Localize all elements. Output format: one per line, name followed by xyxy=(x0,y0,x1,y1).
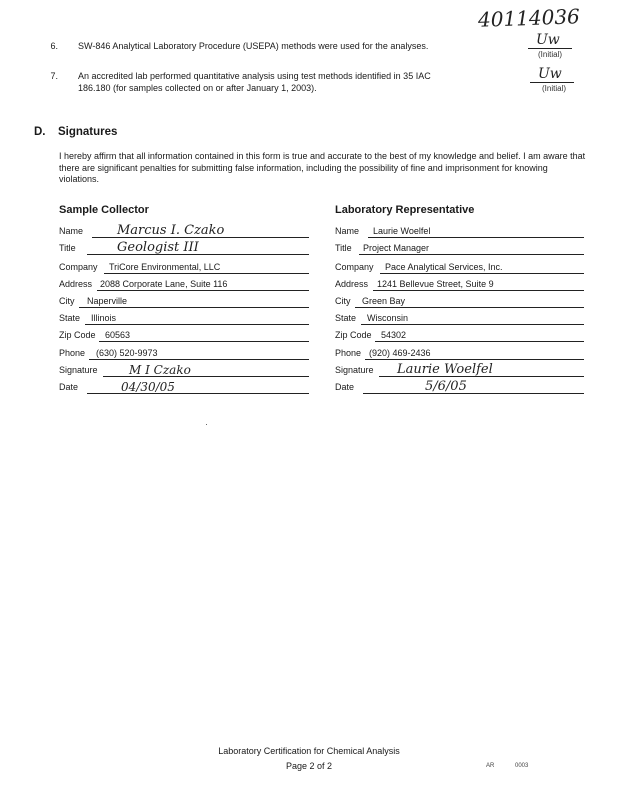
collector-state-row xyxy=(59,309,309,325)
collector-company-row xyxy=(59,258,309,274)
item-6-initial-label: (Initial) xyxy=(538,50,563,59)
lab-city-value: Green Bay xyxy=(362,296,406,306)
lab-heading: Laboratory Representative xyxy=(335,204,475,216)
lab-name-value: Laurie Woelfel xyxy=(373,226,431,236)
collector-company-line xyxy=(104,273,309,274)
collector-company-label: Company xyxy=(59,262,98,272)
collector-state-label: State xyxy=(59,313,81,323)
lab-phone-label: Phone xyxy=(335,348,362,358)
scan-speck xyxy=(206,424,207,425)
collector-address-row xyxy=(59,275,309,291)
lab-title-label: Title xyxy=(335,243,352,253)
collector-signature-label: Signature xyxy=(59,365,98,375)
lab-city-row xyxy=(335,292,584,308)
footer-page: Page 2 of 2 xyxy=(285,761,333,771)
lab-address-row xyxy=(335,275,584,291)
item-6-text: SW-846 Analytical Laboratory Procedure (USEPA) methods were used for the analyses. xyxy=(78,41,429,51)
footer-title: Laboratory Certification for Chemical Analysis xyxy=(218,746,400,756)
collector-city-label: City xyxy=(59,296,75,306)
collector-title-row xyxy=(59,239,309,255)
lab-city-line xyxy=(355,307,584,308)
collector-state-line xyxy=(85,324,309,325)
lab-state-row xyxy=(335,309,584,325)
collector-name-label: Name xyxy=(59,226,84,236)
collector-phone-value: (630) 520-9973 xyxy=(96,348,158,358)
collector-zip-row xyxy=(59,326,309,342)
item-6-number: 6. xyxy=(50,41,58,51)
collector-name-value: Marcus I. Czako xyxy=(117,223,225,238)
lab-zip-row xyxy=(335,326,584,342)
lab-date-label: Date xyxy=(335,382,355,392)
collector-address-label: Address xyxy=(59,279,93,289)
item-7-number: 7. xyxy=(50,71,58,81)
lab-signature-label: Signature xyxy=(335,365,374,375)
lab-date-value: 5/6/05 xyxy=(425,379,467,394)
lab-phone-line xyxy=(365,359,584,360)
section-heading xyxy=(34,126,117,138)
lab-address-label: Address xyxy=(335,279,369,289)
document-number: 40114036 xyxy=(477,4,581,32)
lab-state-line xyxy=(361,324,584,325)
collector-name-row xyxy=(59,222,309,238)
collector-date-value: 04/30/05 xyxy=(121,380,175,394)
lab-company-row xyxy=(335,258,584,274)
lab-company-label: Company xyxy=(335,262,374,272)
lab-city-label: City xyxy=(335,296,351,306)
lab-date-line xyxy=(363,393,584,394)
collector-signature-value: M I Czako xyxy=(129,363,191,377)
item-6-initial-line xyxy=(528,48,572,49)
item-7-initial-line xyxy=(530,82,574,83)
section-letter: D. xyxy=(34,126,46,138)
collector-title-value: Geologist III xyxy=(117,240,199,255)
collector-company-value: TriCore Environmental, LLC xyxy=(109,262,221,272)
collector-zip-line xyxy=(99,341,309,342)
collector-phone-label: Phone xyxy=(59,348,86,358)
collector-state-value: Illinois xyxy=(91,313,117,323)
item-7-text-line1: An accredited lab performed quantitative analysis using test methods identified in 35 IAC xyxy=(78,71,431,81)
collector-phone-line xyxy=(89,359,309,360)
lab-title-line xyxy=(359,254,584,255)
collector-title-label: Title xyxy=(59,243,76,253)
lab-signature-value: Laurie Woelfel xyxy=(397,362,493,377)
footer-corner-a: AR xyxy=(486,763,495,769)
lab-state-label: State xyxy=(335,313,357,323)
item-7-initials: Uw xyxy=(538,66,562,82)
item-7-text-line2: 186.180 (for samples collected on or after January 1, 2003). xyxy=(78,83,317,93)
lab-zip-label: Zip Code xyxy=(335,330,372,340)
lab-zip-value: 54302 xyxy=(381,330,407,340)
lab-company-value: Pace Analytical Services, Inc. xyxy=(385,262,503,272)
item-6-initials: Uw xyxy=(536,32,560,48)
lab-name-line xyxy=(368,237,584,238)
lab-state-value: Wisconsin xyxy=(367,313,409,323)
item-7-initial-label: (Initial) xyxy=(542,84,567,93)
collector-zip-value: 60563 xyxy=(105,330,131,340)
collector-signature-row xyxy=(59,361,309,377)
lab-signature-row xyxy=(335,361,584,377)
lab-phone-row xyxy=(335,344,584,360)
lab-address-value: 1241 Bellevue Street, Suite 9 xyxy=(377,279,494,289)
lab-date-row xyxy=(335,378,584,394)
collector-date-label: Date xyxy=(59,382,79,392)
collector-heading: Sample Collector xyxy=(59,204,149,216)
lab-address-line xyxy=(373,290,584,291)
section-title: Signatures xyxy=(58,126,118,138)
collector-city-value: Naperville xyxy=(87,296,128,306)
lab-zip-line xyxy=(375,341,584,342)
collector-city-row xyxy=(59,292,309,308)
lab-title-value: Project Manager xyxy=(363,243,430,253)
affirmation-paragraph: I hereby affirm that all information contained in this form is true and accurate to the best of my knowledge and belief. I am aware that there are significant penalties for submitting false information, including the possibility of fine and imprisonment for knowing violations. xyxy=(59,151,586,184)
collector-zip-label: Zip Code xyxy=(59,330,96,340)
lab-phone-value: (920) 469-2436 xyxy=(369,348,431,358)
collector-date-row xyxy=(59,378,309,394)
lab-title-row xyxy=(335,239,584,255)
collector-address-line xyxy=(97,290,309,291)
collector-city-line xyxy=(79,307,309,308)
lab-company-line xyxy=(380,273,584,274)
footer-corner-b: 0003 xyxy=(515,763,529,769)
collector-address-value: 2088 Corporate Lane, Suite 116 xyxy=(100,279,228,289)
lab-name-label: Name xyxy=(335,226,360,236)
lab-name-row xyxy=(335,222,584,238)
collector-phone-row xyxy=(59,344,309,360)
